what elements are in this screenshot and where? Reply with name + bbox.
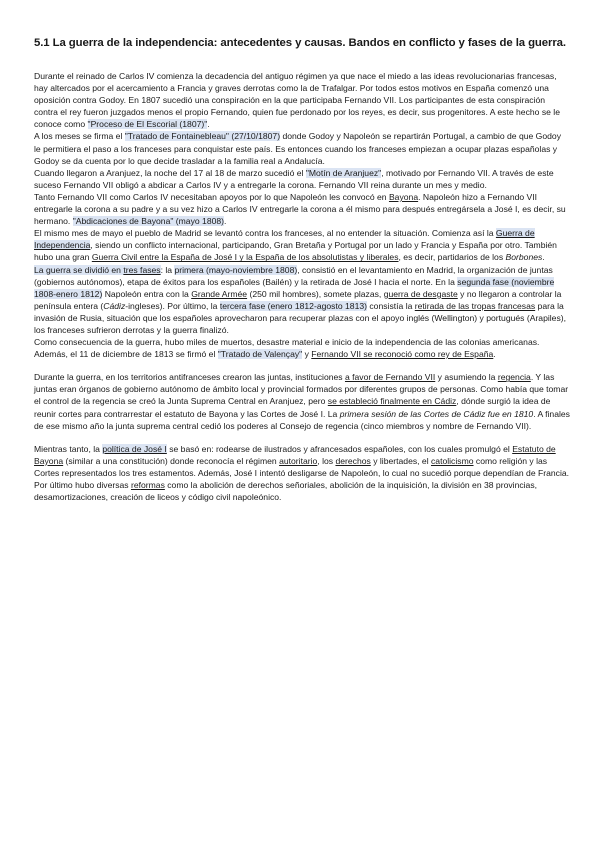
highlight-tratado-fontainebleau: "Tratado de Fontainebleau" (27/10/1807) xyxy=(124,131,281,142)
underline-derechos: derechos xyxy=(335,455,371,466)
highlight-tercera-fase: tercera fase (enero 1812-agosto 1813) xyxy=(219,300,367,311)
underline-retirada-tropas: retirada de las tropas francesas xyxy=(414,300,536,311)
highlight-abdicaciones-bayona: "Abdicaciones de Bayona" (mayo 1808) xyxy=(72,216,225,227)
underline-tres-fases: tres fases xyxy=(123,264,161,275)
highlight-primera-fase: primera (mayo-noviembre 1808) xyxy=(174,264,298,275)
highlight-guerra-independencia: Guerra de Independencia xyxy=(34,228,535,251)
paragraph-consecuencias: Como consecuencia de la guerra, hubo miles de muertos, desastre material e inicio de la independencia de las colonias americanas. Además, el 11 de diciembre de 1813 se firmó el "Tratado de Valençay" y Fernando VII se reconoció como rey de España. xyxy=(34,337,540,360)
highlight-tratado-valencay: "Tratado de Valençay" xyxy=(217,349,303,360)
underline-guerra-civil: Guerra Civil entre la España de José I y la España de los absolutistas y liberales xyxy=(91,252,399,263)
highlight-guerra-dividio: La guerra se dividió en xyxy=(34,264,124,275)
italic-primera-sesion: primera sesión de las Cortes de Cádiz fue en 1810 xyxy=(339,408,534,419)
document-title: 5.1 La guerra de la independencia: antecedentes y causas. Bandos en conflicto y fases de la guerra. xyxy=(34,37,566,49)
underline-grande-armee: Grande Armée xyxy=(191,288,248,299)
underline-bayona: Bayona xyxy=(388,191,419,202)
underline-reformas: reformas xyxy=(130,480,165,490)
paragraph-gap xyxy=(34,432,570,443)
underline-guerra-desgaste: guerra de desgaste xyxy=(383,288,458,299)
underline-regencia: regencia xyxy=(497,372,531,383)
paragraph-antecedentes: Durante el reinado de Carlos IV comienza la decadencia del antiguo régimen ya que nace el miedo a las ideas revolucionarias francesas, hay altercados por el acercamiento a Francia y graves derrotas como la de Trafalgar. Por todos estos motivos en España comenzó una oposición contra Godoy. En 1807 sucedió una conspiración en la que participaba Fernando VII. Los participantes de esta conspiración contra el rey fueron juzgados menos el propio Fernando, quien fue perdonado por los reyes, es decir, sus progenitores. A este hecho se le conoce como "Proceso de El Escorial (1807)". xyxy=(34,71,560,130)
paragraph-aranjuez: Cuando llegaron a Aranjuez, la noche del 17 al 18 de marzo sucedió el "Motín de Aranjuez", motivado por Fernando VII. A través de este suceso Fernando VII obligó a abdicar a Carlos IV y a entregarle la corona. Fernando VII reina durante un mes y medio. xyxy=(34,167,554,190)
underline-establecio-cadiz: se estableció finalmente en Cádiz xyxy=(327,396,457,407)
paragraph-fontainebleau: A los meses se firma el "Tratado de Fontainebleau" (27/10/1807) donde Godoy y Napoleón se repartirán Portugal, a cambio de que Godoy le permitiera el paso a los franceses para conquistar este país. Es entonces cuando los franceses empiezan a ocupar plazas españolas y Godoy se da cuenta por lo que decide trasladar a la familia real a Andalucía. xyxy=(34,131,561,166)
paragraph-juntas: Durante la guerra, en los territorios antifranceses crearon las juntas, instituciones a favor de Fernando VII y asumiendo la regencia. Y las juntas eran órganos de gobierno autónomo de ámbito local y provincial formados por diferentes grupos de personas. Como había que tomar el control de la regencia se creó la Junta Suprema Central en Aranjuez, pero se estableció finalmente en Cádiz, dónde surgió la idea de reunir cortes para contrarrestar el estatuto de Bayona y las Cortes de José I. La primera sesión de las Cortes de Cádiz fue en 1810. A finales de ese mismo año la junta suprema central cedió los poderes al Consejo de regencia (cinco miembros y nombre de Fernando VII). xyxy=(34,372,570,431)
italic-borbones: Borbones xyxy=(505,252,543,263)
document-page xyxy=(34,36,570,503)
paragraph-gap xyxy=(34,360,570,371)
paragraph-bayona: Tanto Fernando VII como Carlos IV necesitaban apoyos por lo que Napoleón les convocó en Bayona. Napoleón hizo a Fernando VII entregarle la corona a su padre y a su vez hizo a Carlos IV entregarle la corona a él mismo para después entregársela a José I, es decir, su hermano. "Abdicaciones de Bayona" (mayo 1808). xyxy=(34,191,566,227)
paragraph-fases: La guerra se dividió en tres fases: la primera (mayo-noviembre 1808), consistió en el levantamiento en Madrid, la organización de juntas (gobiernos autónomos), etapa de éxitos para los españoles (Bailén) y la retirada de José I hacia el norte. En la segunda fase (noviembre 1808-enero 1812) Napoleón entra con la Grande Armée (250 mil hombres), somete plazas, guerra de desgaste y no llegaron a controlar la península entera (Cádiz-ingleses). Por último, la tercera fase (enero 1812-agosto 1813) consistía la retirada de las tropas francesas para la invasión de Rusia, situación que los españoles aprovecharon para recuperar plazas con el apoyo inglés (Wellington) y portugués (Arapiles), los franceses sufrieron derrotas y la guerra finalizó. xyxy=(34,264,567,335)
underline-politica-jose: política de José I xyxy=(102,443,167,454)
highlight-segunda-fase: segunda fase (noviembre 1808-enero 1812) xyxy=(34,276,555,299)
paragraph-levantamiento: El mismo mes de mayo el pueblo de Madrid se levantó contra los franceses, al no entender la situación. Comienza así la Guerra de Independencia, siendo un conflicto internacional, participando, Gran Bretaña y Portugal por un lado y Francia y España por otro. También hubo una gran Guerra Civil entre la España de José I y la España de los absolutistas y liberales, es decir, partidarios de los Borbones. xyxy=(34,228,557,263)
highlight-motin-aranjuez: "Motín de Aranjuez" xyxy=(305,167,382,178)
italic-cadiz: Cádiz xyxy=(103,300,126,311)
underline-estatuto-bayona: Estatuto de Bayona xyxy=(34,443,556,466)
underline-autoritario: autoritario xyxy=(279,455,318,466)
underline-fernando-rey: Fernando VII se reconoció como rey de España xyxy=(311,349,494,360)
highlight-proceso-escorial: "Proceso de El Escorial (1807)" xyxy=(87,119,208,130)
underline-catolicismo: catolicismo xyxy=(431,455,474,466)
underline-favor-fernando: a favor de Fernando VII xyxy=(344,372,436,383)
paragraph-jose-i: Mientras tanto, la política de José I se basó en: rodearse de ilustrados y afrancesados españoles, con los cuales promulgó el Estatuto de Bayona (similar a una constitución) donde reconocía el régimen autoritario, los derechos y libertades, el catolicismo como religión y las Cortes representados los tres estamentos. Además, José I intentó desligarse de Napoleón, lo cual no sucedió porque dependían de Francia. Por último hubo diversas reformas como la abolición de derechos señoriales, abolición de la inquisición, la división en 38 provincias, desamortizaciones, creación de liceos y código civil napoleónico. xyxy=(34,443,570,503)
